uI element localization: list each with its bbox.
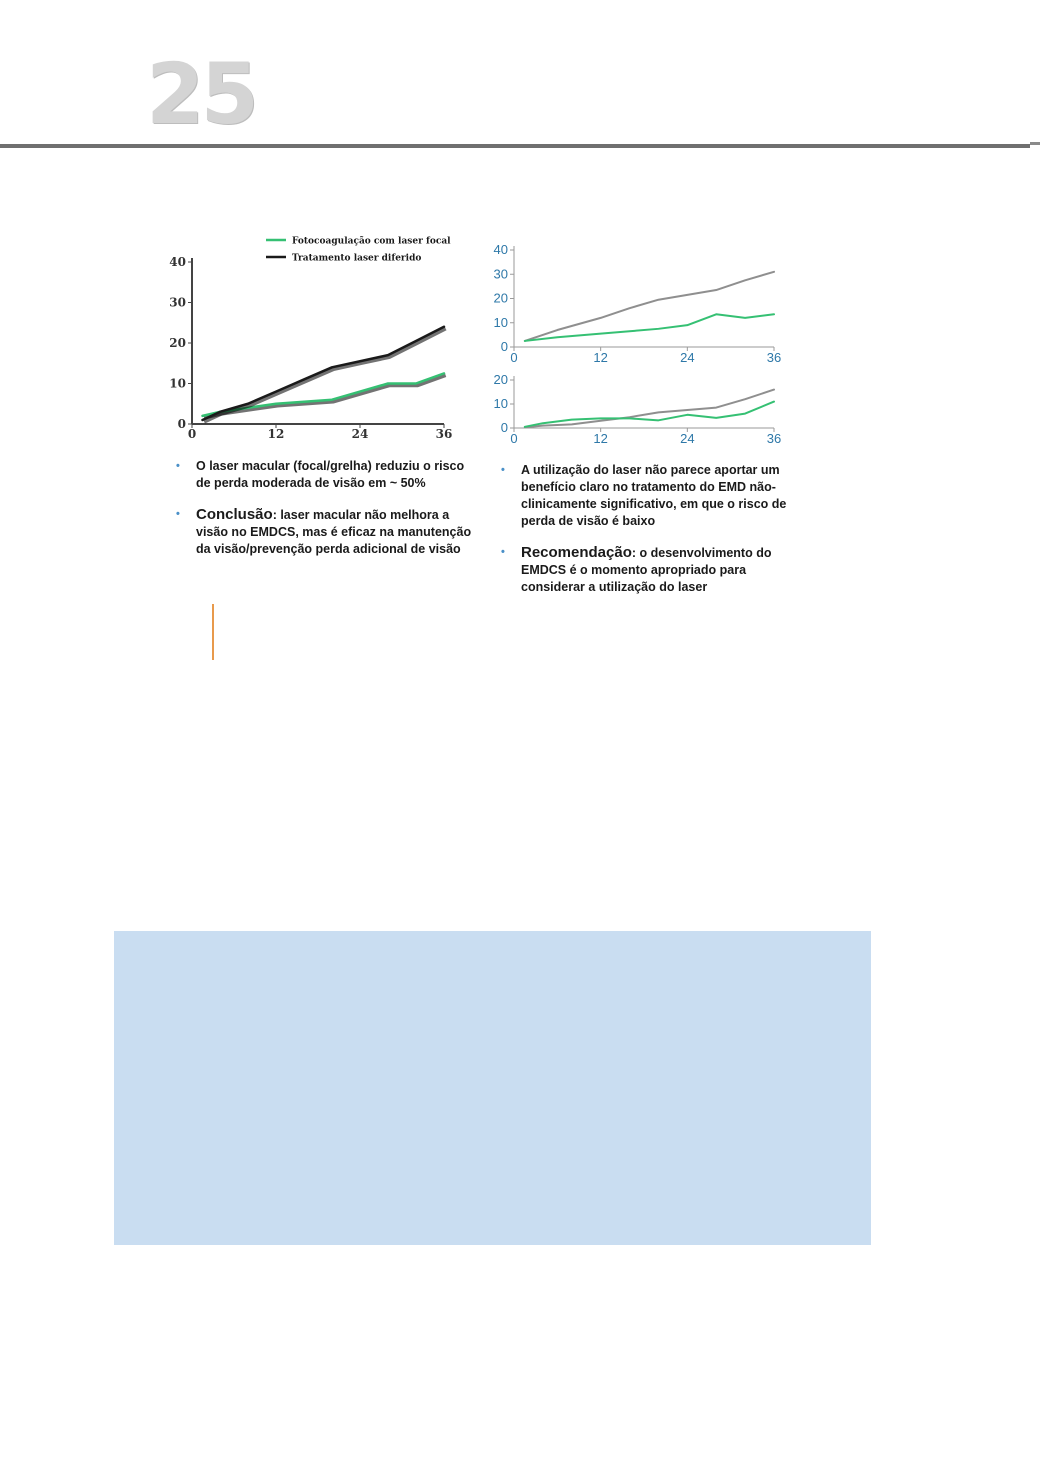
y-tick-label: 0 — [177, 417, 186, 431]
y-tick-label: 10 — [169, 376, 186, 391]
left-bullet-2: • Conclusão: laser macular não melhora a visão no EMDCS, mas é eficaz na manutenção da visão/prevenção perda adicional de visão — [176, 506, 476, 558]
y-tick-label: 30 — [493, 266, 508, 282]
legend-label: Fotocoagulação com laser focal — [292, 236, 451, 247]
page-number: 25 — [146, 45, 255, 143]
y-tick-label: 20 — [169, 336, 186, 350]
x-tick-label: 24 — [351, 427, 369, 441]
x-tick-label: 36 — [766, 350, 782, 365]
chart-right-top — [480, 240, 800, 370]
x-tick-label: 0 — [510, 431, 518, 446]
y-tick-label: 10 — [493, 314, 508, 330]
left-bullets — [176, 458, 476, 572]
x-tick-label: 24 — [680, 350, 695, 365]
info-box — [114, 931, 871, 1245]
chart-right-bottom — [480, 372, 800, 452]
x-tick-label: 24 — [680, 431, 695, 446]
y-tick-label: 30 — [169, 295, 186, 310]
x-tick-label: 36 — [766, 431, 782, 446]
x-tick-label: 12 — [593, 431, 608, 446]
x-tick-label: 0 — [187, 427, 197, 441]
chart-left — [160, 226, 490, 456]
left-bullet-1: • O laser macular (focal/grelha) reduziu o risco de perda moderada de visão em ~ 50% — [176, 458, 476, 492]
y-tick-label: 0 — [500, 339, 508, 354]
right-bullet-2: • Recomendação: o desenvolvimento do EMDCS é o momento apropriado para considerar a utilização do laser — [501, 544, 801, 596]
y-tick-label: 20 — [493, 290, 508, 306]
series-shadow — [204, 328, 446, 421]
legend-label: Tratamento laser diferido — [292, 253, 422, 264]
conclusion-label: Conclusão — [196, 506, 273, 523]
x-tick-label: 12 — [267, 427, 285, 441]
series-shadow — [204, 375, 446, 418]
y-tick-label: 40 — [169, 255, 186, 269]
right-bullet-1: • A utilização do laser não parece aportar um benefício claro no tratamento do EMD não-clinicamente significativo, em que o risco de perda de visão é baixo — [501, 462, 801, 530]
y-tick-label: 0 — [500, 420, 508, 435]
right-bullets — [501, 462, 801, 610]
y-tick-label: 10 — [493, 396, 508, 411]
recommendation-label: Recomendação — [521, 544, 632, 561]
y-tick-label: 40 — [493, 242, 508, 257]
y-tick-label: 20 — [493, 372, 508, 387]
header-rule — [0, 144, 1030, 148]
x-tick-label: 36 — [435, 427, 453, 441]
series-line-2 — [525, 314, 774, 341]
x-tick-label: 0 — [510, 350, 518, 365]
header-rule-end — [1030, 142, 1040, 145]
x-tick-label: 12 — [593, 350, 608, 365]
accent-bar — [212, 604, 214, 660]
